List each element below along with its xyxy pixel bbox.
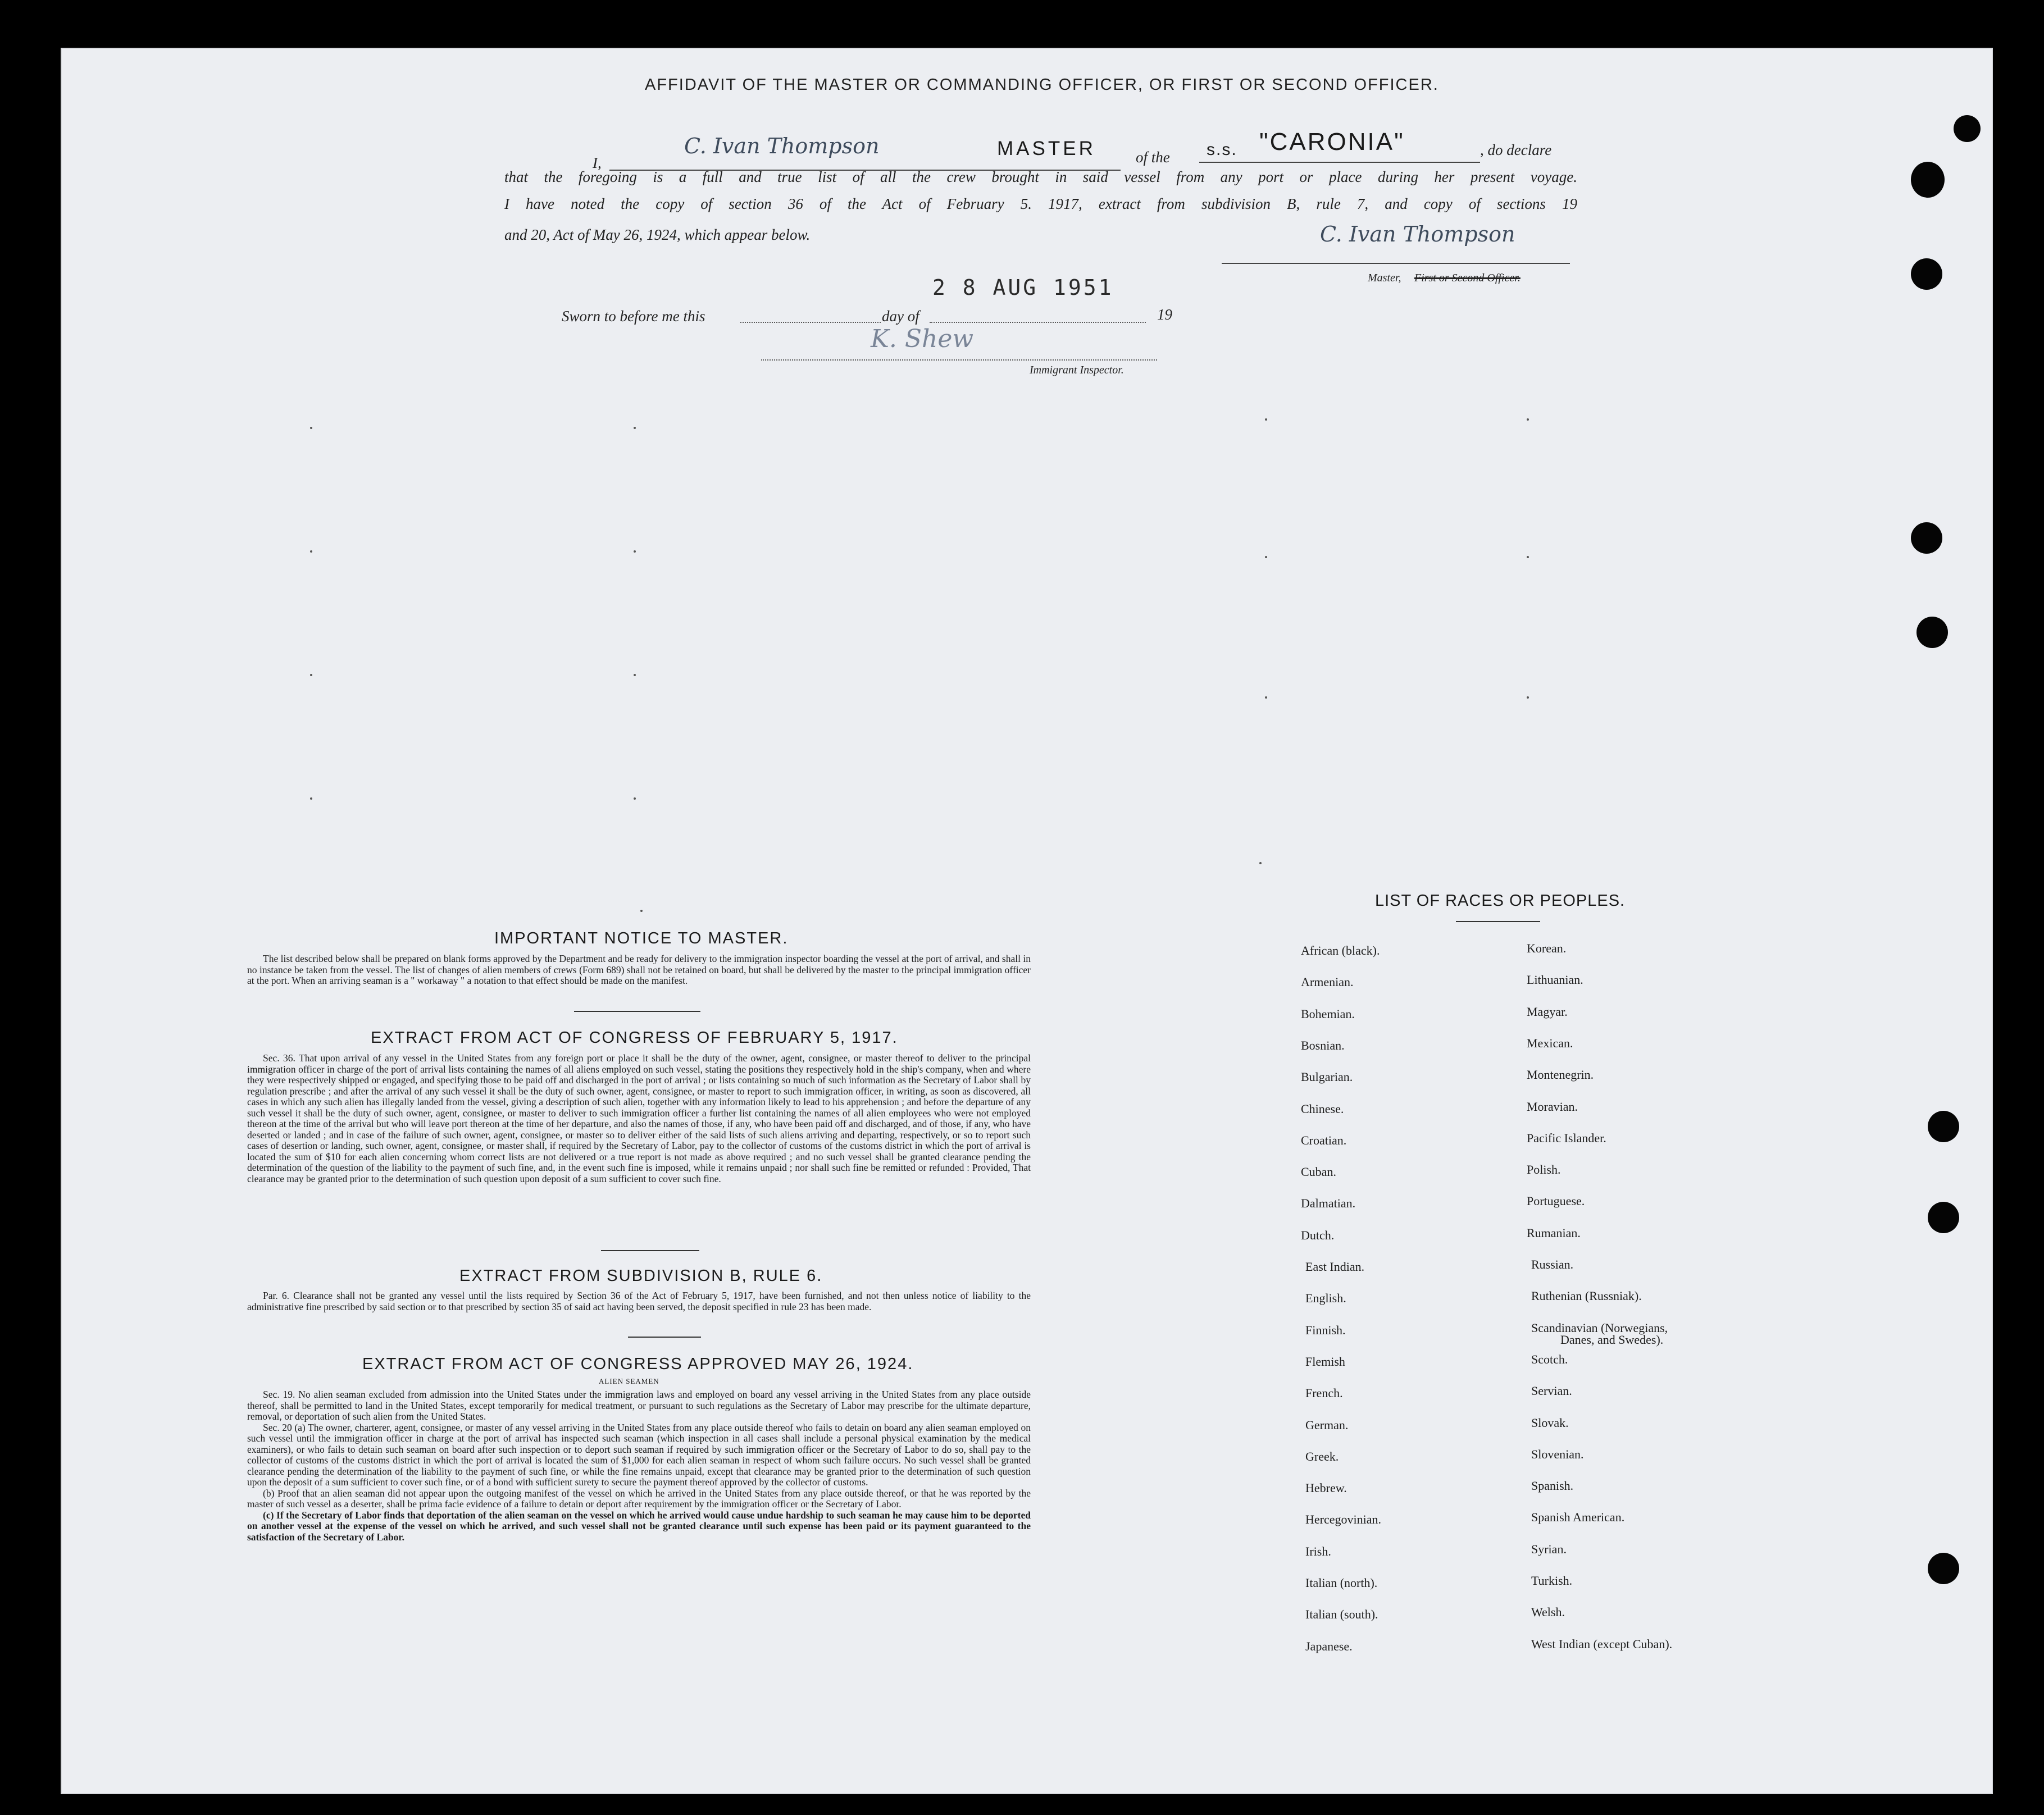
race-item: Mexican. — [1527, 1036, 1573, 1050]
notice-text — [247, 954, 1031, 987]
race-item: Portuguese. — [1527, 1194, 1585, 1208]
race-item: Spanish American. — [1531, 1510, 1625, 1524]
notice-body: The list described below shall be prepared on blank forms approved by the Department and be ready for delivery to the immigration inspector boarding the vessel at the port of arrival, and shall in no instance be taken from the vessel. The list of changes of alien members of crews (Form 689) shall not be retained on board, but shall be delivered by the master to the principal immigration officer at the port. When an arriving seaman is a " workaway " a notation to that effect should be made on the manifest. — [247, 953, 1031, 986]
sec-20a: Sec. 20 (a) The owner, charterer, agent, consignee, or master of any vessel arriving in the United States from any place outside thereof who fails to detain on board any alien seaman employed on such vessel until the immigration officer in charge at the port of arrival has inspected such seaman (which inspection in all cases shall include a personal physical examination by the medical examiners), or who fails to detain such seaman on board after such inspection or to deport such seaman if required by such immigration officer or the Secretary of Labor to do so, shall pay to the collector of customs of the customs district in which the port of arrival is located the sum of $1,000 for each alien seaman in respect of whom such failure occurs. No such vessel shall be granted clearance pending the determination of the liability to the payment of such fine, or while the fine remains unpaid, except that clearance may be granted prior to the determination of such question upon the deposit of a sum sufficient to cover such fine, or of a bond with sufficient surety to secure the payment thereof approved by the collector of customs. — [247, 1421, 1031, 1488]
race-item: Russian. — [1531, 1257, 1574, 1271]
punch-hole — [1928, 1111, 1959, 1142]
race-item: Hercegovinian. — [1305, 1512, 1381, 1526]
race-item: Greek. — [1305, 1449, 1339, 1463]
race-item: Pacific Islander. — [1527, 1131, 1606, 1145]
punch-hole — [1928, 1202, 1959, 1233]
signature-caption-struck: First or Second Officer. — [1414, 272, 1521, 284]
race-item: Armenian. — [1301, 975, 1354, 989]
extract-1924-title: EXTRACT FROM ACT OF CONGRESS APPROVED MAY 26, 1924. — [362, 1355, 914, 1373]
race-item: Spanish. — [1531, 1479, 1574, 1493]
subdivision-b-title: EXTRACT FROM SUBDIVISION B, RULE 6. — [459, 1267, 823, 1285]
race-item: Moravian. — [1527, 1100, 1578, 1114]
day-of-label: day of — [882, 308, 919, 325]
punch-hole — [1911, 258, 1942, 290]
extract-1924-text — [247, 1389, 1031, 1543]
extract-1917-text — [247, 1053, 1031, 1184]
extract-1917-title: EXTRACT FROM ACT OF CONGRESS OF FEBRUARY 5, 1917. — [371, 1029, 898, 1047]
affidavit-body-3: and 20, Act of May 26, 1924, which appear below. — [504, 226, 811, 243]
race-item: Hebrew. — [1305, 1481, 1347, 1495]
race-item: English. — [1305, 1291, 1346, 1305]
race-item: African (black). — [1301, 943, 1380, 957]
race-item: Magyar. — [1527, 1005, 1568, 1019]
race-item: West Indian (except Cuban). — [1531, 1637, 1673, 1651]
subdivision-b-text — [247, 1290, 1031, 1312]
divider — [1456, 921, 1540, 922]
race-item: Korean. — [1527, 941, 1567, 955]
alien-seamen-subtitle: ALIEN SEAMEN — [599, 1377, 659, 1385]
race-item: Bohemian. — [1301, 1007, 1355, 1021]
year-prefix: 19 — [1157, 306, 1172, 323]
signature-line — [1222, 263, 1570, 264]
race-item: French. — [1305, 1386, 1343, 1400]
race-item: Montenegrin. — [1527, 1068, 1594, 1082]
ship-name: "CARONIA" — [1259, 128, 1405, 156]
divider — [574, 1011, 700, 1012]
master-signature-repeat: C. Ivan Thompson — [1320, 222, 1515, 247]
sec-19: Sec. 19. No alien seaman excluded from admission into the United States under the immigration laws and employed on board any vessel arriving in the United States from any place outside thereof, shall be permitted to land in the United States, except temporarily for medical treatment, or pursuant to such regulations as the Secretary of Labor may prescribe for the ultimate departure, removal, or deportation of such alien from the United States. — [247, 1389, 1031, 1422]
notice-title: IMPORTANT NOTICE TO MASTER. — [494, 929, 789, 947]
race-item: Scandinavian (Norwegians, — [1531, 1321, 1668, 1335]
sworn-label: Sworn to before me this — [562, 308, 705, 325]
race-item: Servian. — [1531, 1384, 1572, 1398]
inspector-signature: K. Shew — [871, 325, 974, 353]
race-item: Ruthenian (Russniak). — [1531, 1289, 1642, 1303]
race-item: Dutch. — [1301, 1228, 1335, 1242]
punch-hole — [1916, 617, 1948, 648]
race-item: Polish. — [1527, 1162, 1561, 1176]
sworn-month-line — [930, 322, 1146, 323]
punch-hole — [1928, 1553, 1959, 1584]
race-item: Finnish. — [1305, 1323, 1346, 1337]
of-the-label: of the — [1136, 149, 1170, 166]
ship-prefix: s.s. — [1207, 140, 1237, 159]
sec-20b: (b) Proof that an alien seaman did not appear upon the outgoing manifest of the vessel on which he arrived in the United States from any place outside thereof, or that he was reported by the master of such vessel as a deserter, shall be prima facie evidence of a failure to detain or deport after requirement by the immigration officer or the Secretary of Labor. — [247, 1487, 1031, 1510]
subdivision-b-body: Par. 6. Clearance shall not be granted any vessel until the lists required by Section 36 of the Act of February 5, 1917, have been furnished, and not then unless notice of liability to the administrative fine prescribed by said section or to that prescribed by section 35 of said act having been served, the deposit specified in rule 23 has been made. — [247, 1290, 1031, 1312]
race-item: German. — [1305, 1418, 1349, 1432]
race-item: Italian (north). — [1305, 1576, 1378, 1590]
divider — [601, 1250, 699, 1251]
race-item: Japanese. — [1305, 1639, 1353, 1653]
race-item: Lithuanian. — [1527, 973, 1583, 987]
rank-typed: MASTER — [997, 138, 1096, 159]
race-item: Welsh. — [1531, 1605, 1565, 1619]
punch-hole — [1911, 522, 1942, 554]
signature-caption-master: Master, — [1368, 272, 1401, 284]
race-item: Chinese. — [1301, 1102, 1344, 1116]
sworn-day-line — [740, 322, 881, 323]
race-item: Bosnian. — [1301, 1038, 1345, 1052]
ship-line — [1199, 162, 1480, 163]
race-item: Syrian. — [1531, 1542, 1567, 1556]
date-stamp: 2 8 AUG 1951 — [932, 275, 1114, 300]
extract-1917-body: Sec. 36. That upon arrival of any vessel in the United States from any foreign port or place it shall be the duty of the owner, agent, consignee, or master thereof to deliver to the principal immigration officer in charge of the port of arrival lists containing the names of all aliens employed on such vessel, stating the positions they respectively hold in the ship's company, when and where they were respectively shipped or engaged, and specifying those to be paid off and discharged in the port of arrival ; or lists containing so much of such information as the Secretary of Labor shall by regulation prescribe ; and after the arrival of any such vessel it shall be the duty of such owner, agent, consignee, or master to report to such immigration officer, in writing, as soon as discovered, all cases in which any such alien has illegally landed from the vessel, giving a description of such alien, together with any information likely to lead to his apprehension ; and before the departure of any such vessel it shall be the duty of such owner, agent, consignee, or master to deliver to such immigration officer a further list containing the names of all alien employees who were not employed thereon at the time of the arrival but who will leave port thereon at the time of her departure, and also the names of those, if any, who have been paid off and discharged, and of those, if any, who have deserted or landed ; and in case of the failure of such owner, agent, consignee, or master so to deliver either of the said lists of such aliens arriving and departing, respectively, or so to report such cases of desertion or landing, such owner, agent, consignee, or master shall, if required by the Secretary of Labor, pay to the collector of customs of the customs district in which the port of arrival is located the sum of $10 for each alien concerning whom correct lists are not delivered or a true report is not made as above required ; and no such vessel shall be granted clearance pending the determination of the question of the liability to the payment of such fine, and, in the event such fine is imposed, while it remains unpaid ; nor shall such fine be remitted or refunded : Provided, That clearance may be granted prior to the determination of such question upon deposit of a sum sufficient to cover such fine. — [247, 1052, 1031, 1184]
affidavit-body-1: that the foregoing is a full and true list of all the crew brought in said vessel from any port or place during her present voyage. — [504, 168, 1577, 185]
race-item: Cuban. — [1301, 1165, 1336, 1179]
affidavit-title: AFFIDAVIT OF THE MASTER OR COMMANDING OFFICER, OR FIRST OR SECOND OFFICER. — [645, 76, 1439, 94]
master-signature: C. Ivan Thompson — [684, 134, 880, 158]
race-item: Irish. — [1305, 1544, 1331, 1558]
affidavit-body-2: I have noted the copy of section 36 of the Act of February 5. 1917, extract from subdivision B, rule 7, and copy of sections 19 — [504, 195, 1577, 212]
race-item-continuation: Danes, and Swedes). — [1560, 1333, 1664, 1347]
inspector-caption: Immigrant Inspector. — [1030, 364, 1124, 376]
race-item: Scotch. — [1531, 1352, 1568, 1366]
divider — [628, 1337, 701, 1338]
i-label: I, — [593, 154, 602, 171]
punch-hole — [1954, 115, 1981, 142]
race-item: Slovenian. — [1531, 1447, 1584, 1461]
race-item: Flemish — [1305, 1355, 1345, 1369]
punch-hole — [1911, 162, 1945, 198]
race-item: Croatian. — [1301, 1133, 1347, 1147]
race-item: Italian (south). — [1305, 1607, 1378, 1621]
sec-20c: (c) If the Secretary of Labor finds that deportation of the alien seaman on the vessel on which he arrived would cause undue hardship to such seaman he may cause him to be deported on another vessel at the expense of the vessel on which he arrived, and such vessel shall not be granted clearance until such expense has been paid or its payment guaranteed to the satisfaction of the Secretary of Labor. — [247, 1509, 1031, 1543]
inspector-line — [761, 359, 1157, 361]
do-declare-label: , do declare — [1480, 142, 1552, 158]
race-item: Dalmatian. — [1301, 1196, 1356, 1210]
race-item: Rumanian. — [1527, 1226, 1581, 1240]
race-item: Bulgarian. — [1301, 1070, 1353, 1084]
race-item: East Indian. — [1305, 1260, 1365, 1274]
races-title: LIST OF RACES OR PEOPLES. — [1375, 892, 1626, 910]
race-item: Turkish. — [1531, 1574, 1573, 1588]
race-item: Slovak. — [1531, 1416, 1569, 1430]
